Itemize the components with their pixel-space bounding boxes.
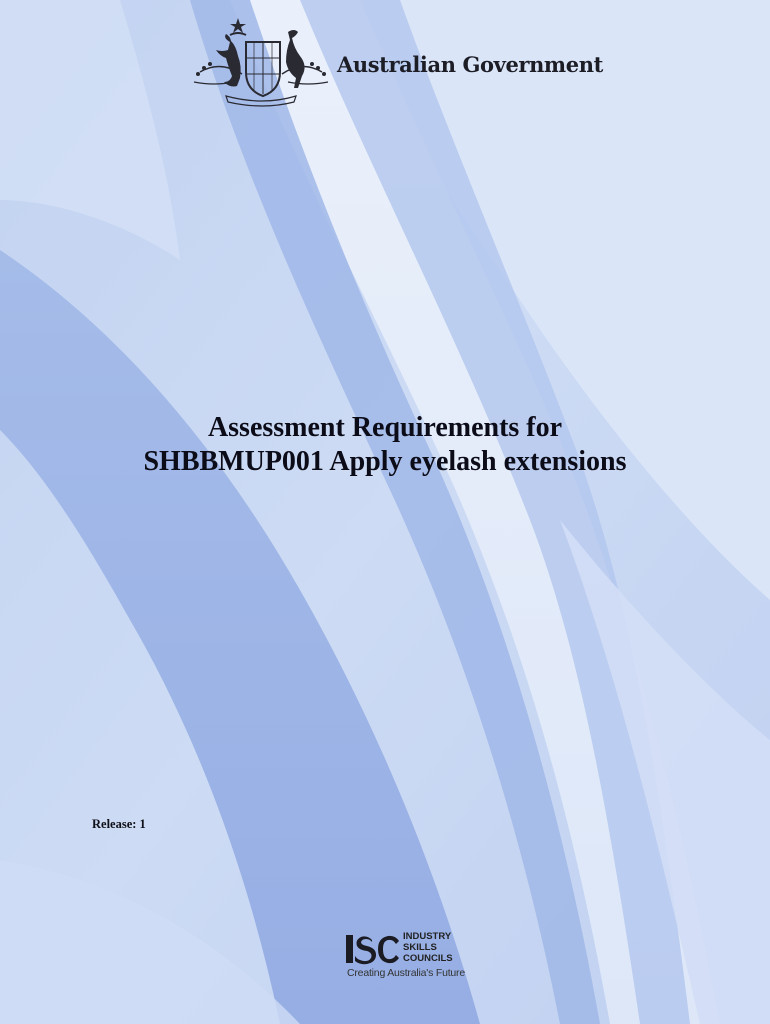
isc-word-councils: COUNCILS	[403, 953, 453, 964]
document-title	[0, 411, 770, 479]
isc-tagline: Creating Australia's Future	[347, 967, 465, 979]
isc-word-industry: INDUSTRY	[403, 931, 452, 942]
coat-of-arms-icon	[190, 16, 332, 110]
isc-logo-words	[403, 931, 453, 964]
release-label: Release: 1	[92, 817, 146, 831]
isc-logo-mark-icon	[345, 933, 401, 965]
title-line-2: SHBBMUP001 Apply eyelash extensions	[143, 446, 627, 477]
isc-logo-icon	[345, 929, 485, 985]
isc-word-skills: SKILLS	[403, 942, 437, 953]
title-line-1: Assessment Requirements for	[207, 412, 563, 443]
government-name: Australian Government	[337, 52, 603, 77]
